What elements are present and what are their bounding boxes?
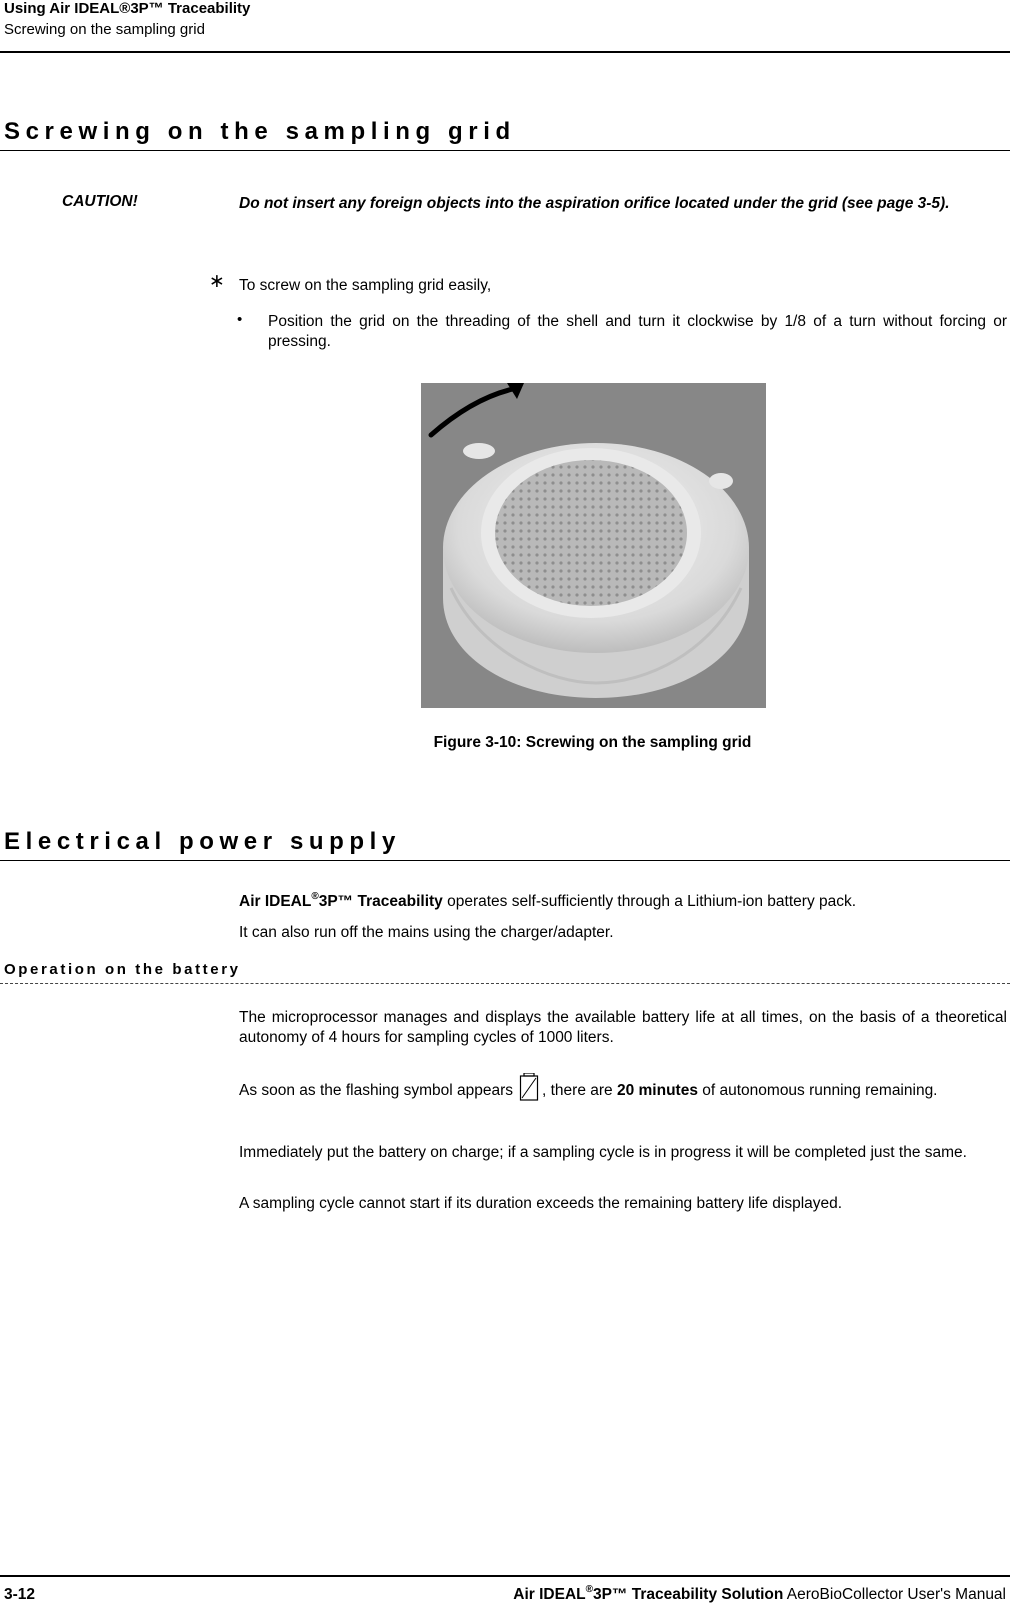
caution-label: CAUTION! — [62, 193, 138, 210]
footer-registered-mark: ® — [585, 1584, 593, 1595]
figure-caption: Figure 3-10: Screwing on the sampling grid — [433, 734, 752, 751]
running-header-title: Using Air IDEAL®3P™ Traceability — [4, 0, 251, 17]
footer-product-suffix: 3P™ Traceability Solution — [593, 1586, 784, 1603]
tip-star-icon: ∗ — [209, 271, 225, 292]
footer-manual: AeroBioCollector User's Manual — [783, 1586, 1006, 1603]
bullet-text: Position the grid on the threading of the shell and turn it clockwise by 1/8 of a turn without forcing or pressing. — [268, 313, 1007, 350]
section-heading-power: Electrical power supply — [4, 828, 401, 855]
bullet-icon: • — [237, 311, 243, 328]
mains-text: It can also run off the mains using the charger/adapter. — [239, 924, 614, 941]
sampling-grid-photo — [421, 383, 766, 708]
section-divider — [0, 860, 1010, 861]
caution-text: Do not insert any foreign objects into the aspiration orifice located under the grid (see page 3-5). — [239, 195, 950, 212]
section-divider — [0, 150, 1010, 151]
battery-para-3: Immediately put the battery on charge; if a sampling cycle is in progress it will be completed just the same. — [239, 1144, 967, 1161]
product-name: Air IDEAL — [239, 893, 312, 910]
section-heading-screwing: Screwing on the sampling grid — [4, 118, 516, 145]
low-battery-icon — [519, 1073, 539, 1101]
footer-manual-title — [513, 1586, 1006, 1604]
registered-mark: ® — [311, 891, 319, 902]
battery-para-4: A sampling cycle cannot start if its duration exceeds the remaining battery life displayed. — [239, 1195, 843, 1212]
subsection-divider — [0, 983, 1010, 984]
footer-divider — [0, 1575, 1010, 1577]
header-divider — [0, 51, 1010, 53]
product-name-suffix: 3P™ Traceability — [318, 893, 443, 910]
remaining-minutes: 20 minutes — [616, 1082, 698, 1099]
battery-para-2-mid: , there are — [542, 1082, 617, 1099]
subsection-heading-battery: Operation on the battery — [4, 961, 241, 978]
battery-para-2 — [239, 1073, 1007, 1104]
page-number: 3-12 — [4, 1586, 36, 1603]
power-intro — [239, 892, 1007, 912]
battery-para-2-start: As soon as the flashing symbol appears — [239, 1082, 513, 1099]
running-header-subtitle: Screwing on the sampling grid — [4, 21, 205, 38]
footer-product: Air IDEAL — [513, 1586, 586, 1603]
tip-text: To screw on the sampling grid easily, — [239, 277, 492, 294]
power-intro-text: operates self-sufficiently through a Lithium-ion battery pack. — [442, 893, 857, 910]
battery-para-2-end: of autonomous running remaining. — [697, 1082, 938, 1099]
battery-para-1: The microprocessor manages and displays the available battery life at all times, on the basis of a theoretical autonomy of 4 hours for sampling cycles of 1000 liters. — [239, 1009, 1007, 1046]
